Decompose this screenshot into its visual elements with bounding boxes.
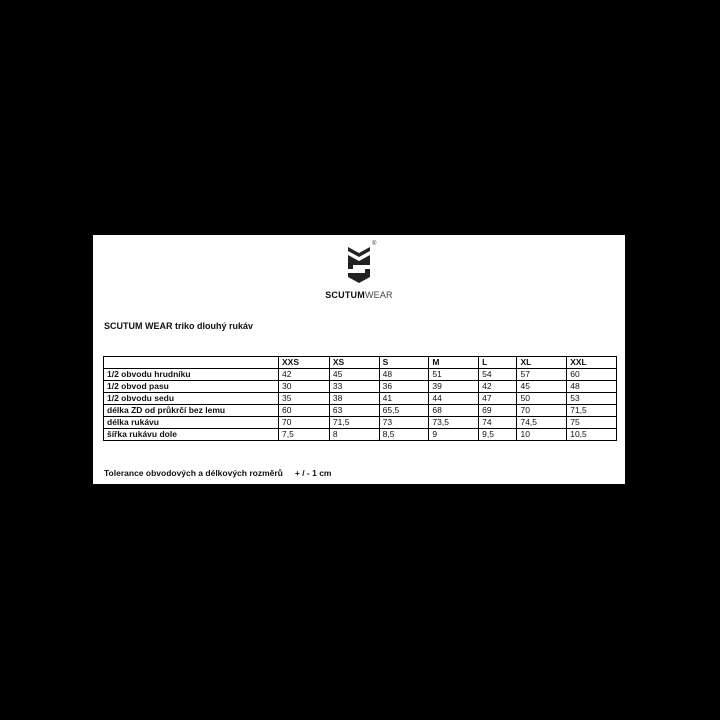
size-header-row — [104, 357, 617, 369]
size-header-cell: XXL — [567, 357, 617, 369]
table-cell: 47 — [479, 393, 517, 405]
table-cell: 7,5 — [279, 429, 330, 441]
row-label: délka ZD od průkrčí bez lemu — [104, 405, 279, 417]
table-cell: 48 — [567, 381, 617, 393]
size-chart-card — [93, 235, 625, 484]
table-cell: 44 — [429, 393, 479, 405]
table-row — [104, 429, 617, 441]
row-label: délka rukávu — [104, 417, 279, 429]
table-cell: 42 — [479, 381, 517, 393]
table-row — [104, 393, 617, 405]
table-cell: 60 — [279, 405, 330, 417]
table-cell: 45 — [329, 369, 379, 381]
table-cell: 35 — [279, 393, 330, 405]
size-table — [103, 356, 617, 441]
table-cell: 8 — [329, 429, 379, 441]
table-cell: 51 — [429, 369, 479, 381]
table-cell: 73 — [379, 417, 429, 429]
table-row — [104, 405, 617, 417]
table-cell: 30 — [279, 381, 330, 393]
brand-light: WEAR — [364, 290, 393, 300]
table-cell: 60 — [567, 369, 617, 381]
size-header-cell: S — [379, 357, 429, 369]
table-cell: 9 — [429, 429, 479, 441]
tolerance-value: + / - 1 cm — [294, 468, 332, 478]
row-label: 1/2 obvodu sedu — [104, 393, 279, 405]
brand-logo — [93, 241, 625, 303]
shield-logo-icon — [345, 245, 373, 283]
table-cell: 74 — [479, 417, 517, 429]
table-cell: 53 — [567, 393, 617, 405]
table-cell: 10,5 — [567, 429, 617, 441]
table-cell: 42 — [279, 369, 330, 381]
product-title: SCUTUM WEAR triko dlouhý rukáv — [104, 321, 254, 331]
size-header-cell: L — [479, 357, 517, 369]
brand-bold: SCUTUM — [325, 290, 365, 300]
table-cell: 71,5 — [329, 417, 379, 429]
table-cell: 71,5 — [567, 405, 617, 417]
table-cell: 54 — [479, 369, 517, 381]
table-cell: 70 — [279, 417, 330, 429]
table-row — [104, 417, 617, 429]
table-cell: 10 — [517, 429, 567, 441]
size-header-cell: XS — [329, 357, 379, 369]
table-cell: 45 — [517, 381, 567, 393]
table-cell: 38 — [329, 393, 379, 405]
table-row — [104, 369, 617, 381]
table-cell: 57 — [517, 369, 567, 381]
table-cell: 65,5 — [379, 405, 429, 417]
size-header-cell: M — [429, 357, 479, 369]
table-cell: 39 — [429, 381, 479, 393]
table-row — [104, 381, 617, 393]
size-header-cell: XXS — [279, 357, 330, 369]
table-cell: 70 — [517, 405, 567, 417]
table-cell: 63 — [329, 405, 379, 417]
tolerance-note — [104, 468, 332, 478]
size-header-cell: XL — [517, 357, 567, 369]
table-cell: 48 — [379, 369, 429, 381]
table-cell: 9,5 — [479, 429, 517, 441]
table-cell: 73,5 — [429, 417, 479, 429]
row-label: 1/2 obvodu hrudníku — [104, 369, 279, 381]
table-cell: 41 — [379, 393, 429, 405]
row-label: šířka rukávu dole — [104, 429, 279, 441]
brand-wordmark — [93, 290, 625, 300]
table-cell: 68 — [429, 405, 479, 417]
row-label: 1/2 obvod pasu — [104, 381, 279, 393]
table-cell: 36 — [379, 381, 429, 393]
table-cell: 75 — [567, 417, 617, 429]
tolerance-label: Tolerance obvodových a délkových rozměrů — [104, 468, 283, 478]
registered-mark: ® — [372, 241, 377, 247]
table-cell: 33 — [329, 381, 379, 393]
table-cell: 69 — [479, 405, 517, 417]
table-cell: 74,5 — [517, 417, 567, 429]
table-cell: 8,5 — [379, 429, 429, 441]
table-cell: 50 — [517, 393, 567, 405]
size-header-corner — [104, 357, 279, 369]
